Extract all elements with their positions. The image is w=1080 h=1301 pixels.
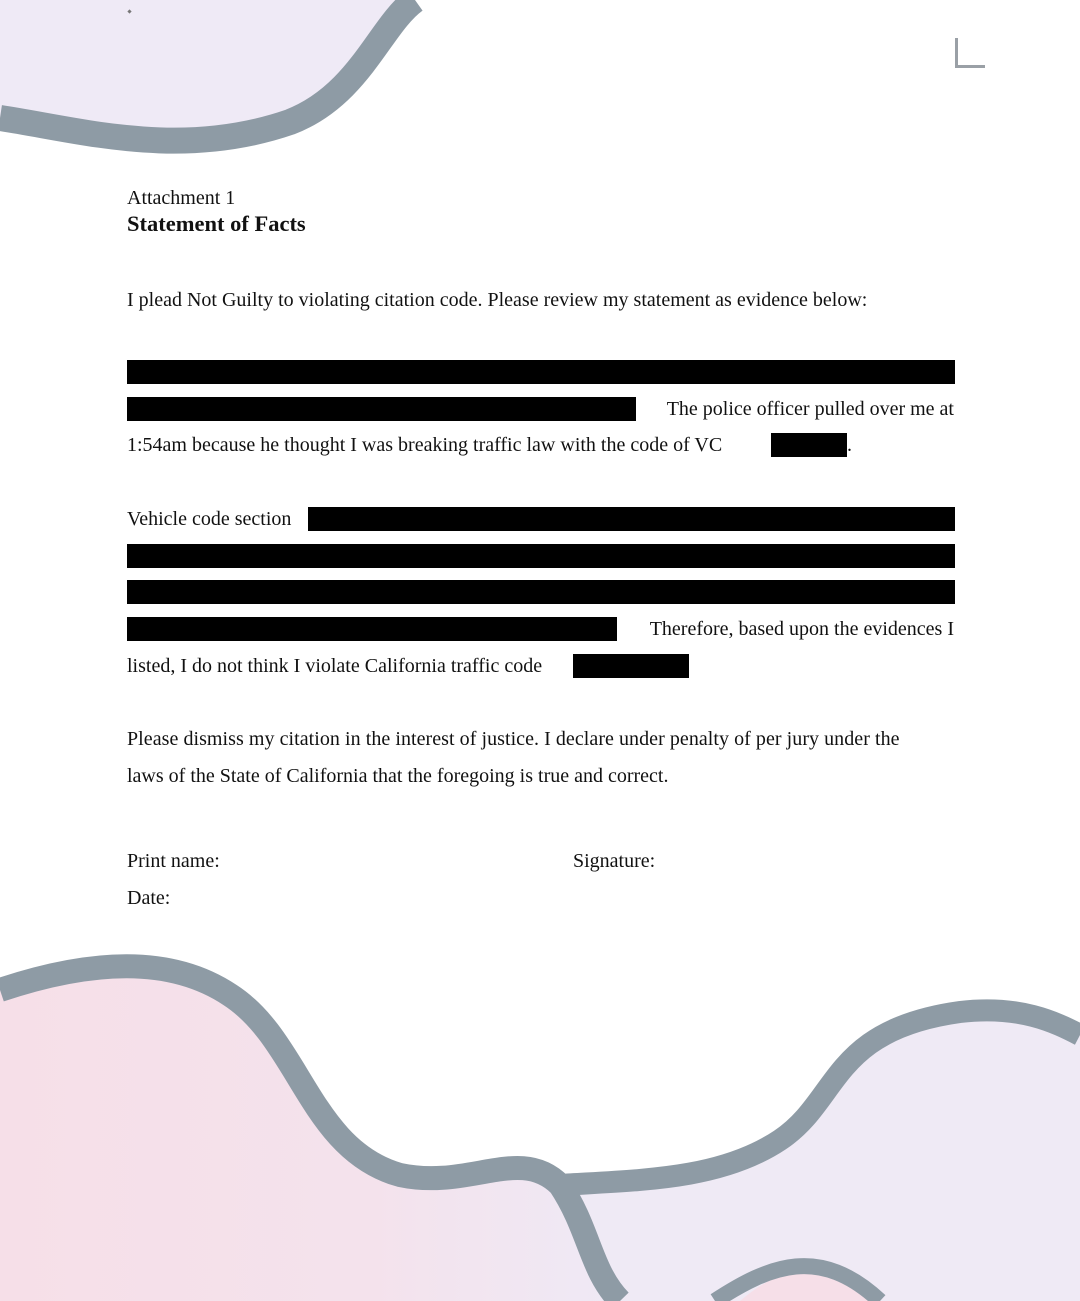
- print-name-label: Print name:: [127, 850, 220, 872]
- redaction-bar: [573, 654, 689, 678]
- statement-text-line: Therefore, based upon the evidences I: [649, 618, 954, 640]
- statement-text-line: listed, I do not think I violate California traffic code: [127, 655, 543, 677]
- crop-corner-icon: [955, 38, 985, 68]
- date-label: Date:: [127, 887, 171, 909]
- statement-text-line: The police officer pulled over me at: [666, 398, 954, 420]
- redaction-bar: [127, 397, 636, 421]
- redaction-bar: [308, 507, 955, 531]
- bottom-right-wave-fill: [565, 1009, 1080, 1301]
- declaration-line: laws of the State of California that the foregoing is true and correct.: [127, 765, 669, 787]
- attachment-label: Attachment 1: [127, 187, 236, 209]
- intro-statement: I plead Not Guilty to violating citation code. Please review my statement as evidence below:: [127, 289, 868, 311]
- redaction-bar: [127, 544, 955, 568]
- declaration-line: Please dismiss my citation in the interest of justice. I declare under penalty of per jury under the: [127, 728, 900, 750]
- redaction-bar: [771, 433, 847, 457]
- redaction-bar: [127, 580, 955, 604]
- statement-period: .: [847, 434, 852, 456]
- document-title: Statement of Facts: [127, 211, 306, 236]
- vehicle-code-label: Vehicle code section: [127, 508, 292, 530]
- redaction-bar: [127, 617, 617, 641]
- signature-label: Signature:: [573, 850, 656, 872]
- statement-text-line: 1:54am because he thought I was breaking traffic law with the code of VC: [127, 434, 723, 456]
- bottom-left-wave-fill: [0, 970, 610, 1301]
- redaction-bar: [127, 360, 955, 384]
